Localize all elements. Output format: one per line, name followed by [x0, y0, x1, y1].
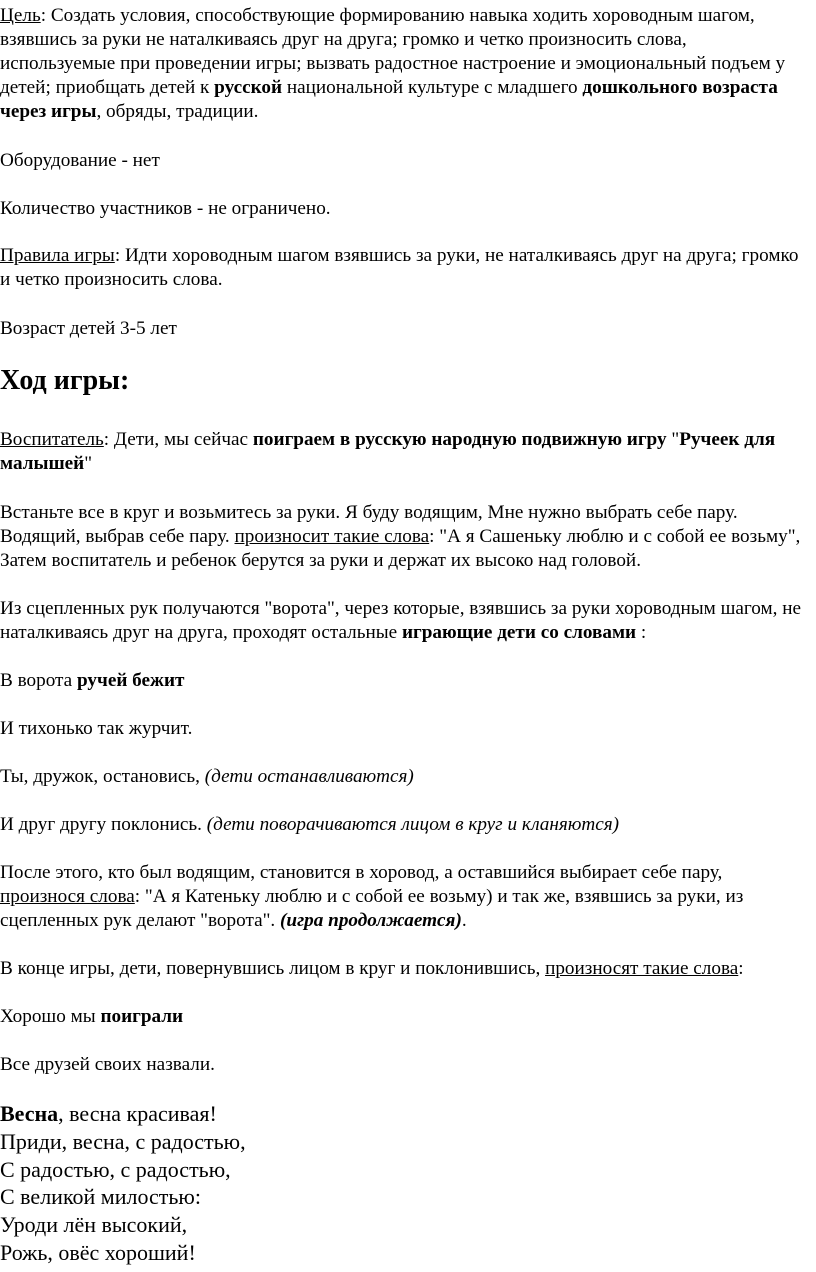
verse-4-italic: (дети поворачиваются лицом в круг и кланяются): [206, 814, 620, 835]
verse-line-6: Все друзей своих назвали.: [0, 1054, 215, 1075]
after-text: После этого, кто был водящим, становится в хоровод, а оставшийся выбирает себе пару,: [0, 862, 723, 883]
goal-label: Цель: [0, 5, 41, 26]
verse-1-text: В ворота: [0, 670, 77, 691]
after-period: .: [461, 910, 467, 931]
goal-bold-russian: русской: [214, 77, 283, 98]
goal-bold-preschool: дошкольного возраста через игры: [0, 77, 778, 122]
goal-text: : Создать условия, способствующие формированию навыка ходить хороводным шагом, взявшись за руки не наталкиваясь друг на друга; громко и четко произносить слова, используемые при проведении игры; вызвать радостное настроение и эмоциональный подъем у детей; приобщать детей к: [0, 5, 786, 98]
poem-line-1-text: , весна красивая!: [58, 1101, 217, 1126]
participants-line: Количество участников - не ограничено.: [0, 198, 331, 219]
equipment-line: Оборудование - нет: [0, 150, 160, 171]
teacher-quote-open: ": [666, 429, 680, 450]
spring-poem: [0, 1100, 246, 1267]
verse-line-2: И тихонько так журчит.: [0, 718, 193, 739]
goal-paragraph: [0, 4, 800, 124]
poem-line-3: С радостью, с радостью,: [0, 1156, 231, 1182]
teacher-quote-close: ": [84, 453, 93, 474]
verse-line-3: [0, 765, 414, 789]
poem-line-5: Уроди лён высокий,: [0, 1212, 188, 1238]
circle-underlined: произносит такие слова: [234, 526, 430, 547]
after-paragraph: [0, 861, 812, 933]
gates-paragraph: [0, 597, 812, 645]
age-line: Возраст детей 3-5 лет: [0, 318, 177, 339]
circle-paragraph: [0, 501, 812, 573]
verse-line-1: [0, 669, 184, 693]
circle-text: Встаньте все в круг и возьмитесь за руки. Я буду водящим, Мне нужно выбрать себе пару. Водящий, выбрав себе пару.: [0, 502, 738, 547]
gates-colon: :: [636, 622, 647, 643]
poem-bold-spring: Весна: [0, 1101, 59, 1126]
teacher-label: Воспитатель: [0, 429, 104, 450]
end-text: В конце игры, дети, повернувшись лицом в круг и поклонившись,: [0, 958, 546, 979]
verse-3-italic: (дети останавливаются): [204, 766, 414, 787]
goal-text-2: национальной культуре с младшего: [282, 77, 583, 98]
end-underlined: произносят такие слова: [545, 958, 739, 979]
verse-3-text: Ты, дружок, остановись,: [0, 766, 205, 787]
verse-1-bold: ручей бежит: [76, 670, 185, 691]
gates-text: Из сцепленных рук получаются "ворота", через которые, взявшись за руки хороводным шагом, не наталкиваясь друг на друга, проходят остальные: [0, 598, 802, 643]
verse-5-bold: поиграли: [100, 1006, 184, 1027]
after-text-2: : "А я Катеньку люблю и с собой ее возьму) и так же, взявшись за руки, из сцепленных рук делают "ворота".: [0, 886, 744, 931]
section-heading: Ход игры:: [0, 365, 130, 396]
gates-bold: играющие дети со словами: [401, 622, 637, 643]
circle-text-2: : "А я Сашеньку люблю и с собой ее возьму", Затем воспитатель и ребенок берутся за руки и держат их высоко над головой.: [0, 526, 801, 571]
after-underlined: произнося слова: [0, 886, 135, 907]
verse-line-4: [0, 813, 619, 837]
verse-4-text: И друг другу поклонись.: [0, 814, 207, 835]
poem-line-4: С великой милостью:: [0, 1184, 201, 1210]
poem-line-6: Рожь, овёс хороший!: [0, 1239, 196, 1265]
teacher-text: : Дети, мы сейчас: [103, 429, 253, 450]
goal-text-3: , обряды, традиции.: [96, 101, 259, 122]
poem-line-2: Приди, весна, с радостью,: [0, 1128, 246, 1154]
verse-5-text: Хорошо мы: [0, 1006, 101, 1027]
end-colon: :: [738, 958, 744, 979]
teacher-bold-game: поиграем в русскую народную подвижную игру: [252, 429, 667, 450]
rules-paragraph: [0, 244, 812, 292]
after-bold-italic: (игра продолжается): [280, 910, 462, 931]
teacher-bold-title: Ручеек для малышей: [0, 429, 776, 474]
teacher-paragraph: [0, 428, 812, 476]
rules-label: Правила игры: [0, 245, 115, 266]
end-paragraph: [0, 957, 744, 981]
verse-line-5: [0, 1005, 183, 1029]
rules-text: : Идти хороводным шагом взявшись за руки, не наталкиваясь друг на друга; громко и четко произносить слова.: [0, 245, 799, 290]
poem-line-1: [0, 1100, 246, 1128]
